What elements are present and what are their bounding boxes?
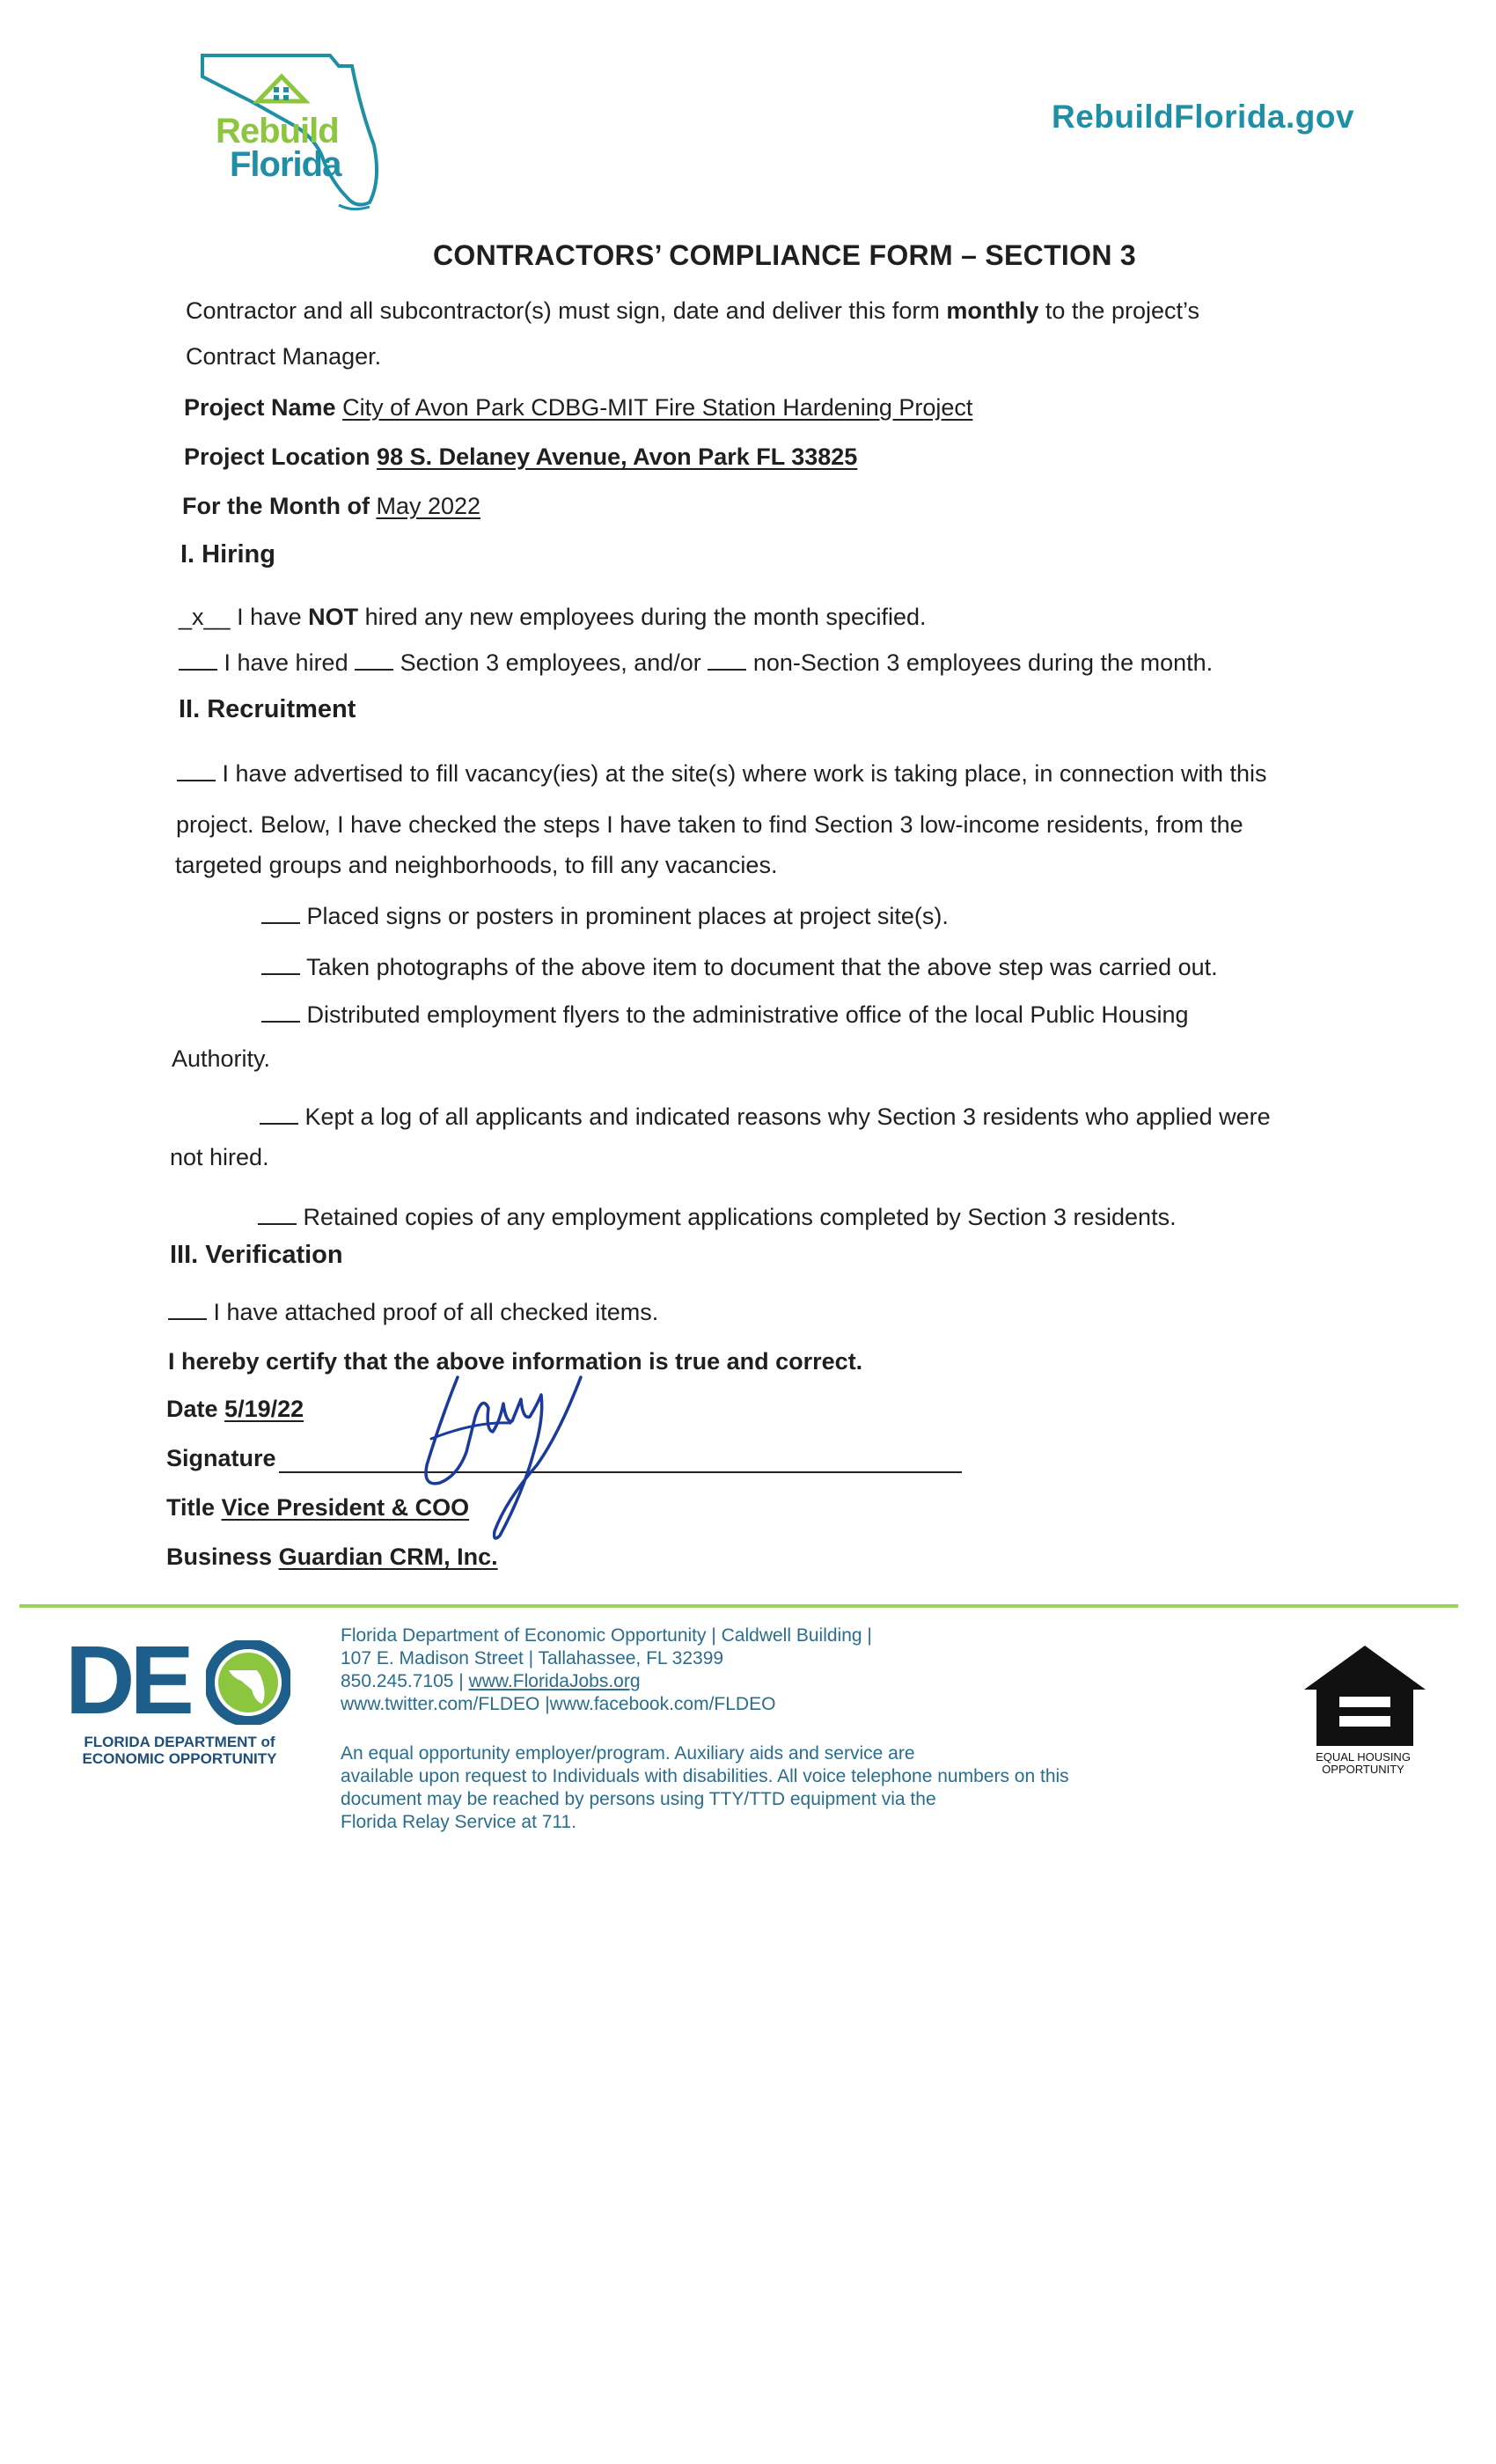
footer-social[interactable]: www.twitter.com/FLDEO |www.facebook.com/FLDEO (341, 1694, 776, 1714)
deo-name (65, 1734, 294, 1767)
footer-phone-row (341, 1670, 641, 1693)
footer-eeo-3: document may be reached by persons using TTY/TTD equipment via the (341, 1789, 936, 1809)
non-section3-count-blank (708, 649, 746, 671)
site-url: RebuildFlorida.gov (1052, 99, 1355, 135)
intro-bold-monthly: monthly (946, 297, 1039, 324)
date-label: Date (166, 1396, 218, 1422)
intro-text-b: to the project’s (1038, 297, 1199, 324)
certify-statement: I hereby certify that the above information is true and correct. (168, 1348, 863, 1375)
date-value: 5/19/22 (224, 1396, 304, 1422)
deo-name-line-1: FLORIDA DEPARTMENT of (84, 1734, 275, 1750)
deo-logo (65, 1626, 294, 1734)
recruitment-step-5 (258, 1202, 1177, 1232)
deo-globe-icon (206, 1640, 290, 1725)
logo-text-florida: Florida (230, 145, 341, 184)
project-name-row (184, 392, 972, 422)
hiring-item-1 (179, 602, 927, 632)
footer-divider (19, 1604, 1458, 1608)
month-value: May 2022 (376, 493, 481, 519)
month-label: For the Month of (182, 493, 370, 519)
hiring-item-1-text-a: I have (230, 604, 309, 630)
footer-address-1: Florida Department of Economic Opportunity | Caldwell Building | (341, 1625, 872, 1646)
recruitment-step-4-cont: not hired. (170, 1144, 269, 1170)
hiring-item-1-bold: NOT (308, 604, 359, 630)
hiring-item-2 (179, 648, 1213, 678)
project-name-label: Project Name (184, 394, 336, 421)
signature-label: Signature (166, 1445, 276, 1471)
recruitment-step-3 (261, 1000, 1188, 1030)
footer-eeo-1: An equal opportunity employer/program. Auxiliary aids and service are (341, 1743, 915, 1764)
equal-housing-label (1297, 1751, 1429, 1776)
project-location-label: Project Location (184, 444, 370, 470)
form-title: CONTRACTORS’ COMPLIANCE FORM – SECTION 3 (433, 239, 1137, 271)
intro-line-2: Contract Manager. (186, 343, 382, 370)
intro-line-1 (186, 296, 1199, 326)
hiring-heading: I. Hiring (180, 540, 275, 568)
recruitment-intro-blank (177, 760, 216, 781)
equal-housing-icon (1301, 1642, 1429, 1749)
recruitment-step-3-cont: Authority. (172, 1045, 271, 1072)
verification-blank (168, 1299, 207, 1320)
deo-logo-letters: DE (65, 1626, 189, 1734)
step-5-text: Retained copies of any employment applications completed by Section 3 residents. (297, 1204, 1177, 1230)
recruitment-intro-text-1: I have advertised to fill vacancy(ies) at the site(s) where work is taking place, in connection with this (216, 760, 1267, 787)
ehl-line-2: OPPORTUNITY (1322, 1763, 1404, 1776)
intro-text-a: Contractor and all subcontractor(s) must sign, date and deliver this form (186, 297, 947, 324)
signature-row (166, 1443, 276, 1473)
date-row (166, 1394, 304, 1424)
hiring-item-2-text-a: I have hired (217, 649, 356, 676)
step-2-text: Taken photographs of the above item to document that the above step was carried out. (300, 954, 1218, 980)
handwritten-signature (405, 1368, 607, 1544)
verification-item-1 (168, 1297, 658, 1327)
step-2-blank (261, 954, 300, 975)
step-5-blank (258, 1204, 297, 1225)
footer-eeo-4: Florida Relay Service at 711. (341, 1812, 577, 1832)
title-label: Title (166, 1494, 216, 1521)
hiring-item-2-text-c: non-Section 3 employees during the month. (746, 649, 1214, 676)
deo-name-line-2: ECONOMIC OPPORTUNITY (82, 1750, 277, 1767)
hiring-item-1-text-b: hired any new employees during the month specified. (358, 604, 927, 630)
footer-phone: 850.245.7105 | (341, 1671, 469, 1691)
recruitment-step-1 (261, 901, 949, 931)
recruitment-step-4 (260, 1102, 1271, 1132)
step-1-blank (261, 903, 300, 924)
step-3-blank (261, 1001, 300, 1023)
hiring-item-1-mark: _x__ (179, 604, 231, 630)
step-4-text: Kept a log of all applicants and indicated reasons why Section 3 residents who applied were (298, 1104, 1271, 1130)
business-label: Business (166, 1544, 273, 1570)
recruitment-intro-3: targeted groups and neighborhoods, to fill any vacancies. (175, 852, 778, 878)
project-location-row (184, 442, 857, 472)
recruitment-step-2 (261, 952, 1218, 982)
project-location-value: 98 S. Delaney Avenue, Avon Park FL 33825 (377, 444, 858, 470)
footer-eeo-2: available upon request to Individuals with disabilities. All voice telephone numbers on this (341, 1766, 1069, 1786)
hiring-item-2-text-b: Section 3 employees, and/or (393, 649, 708, 676)
project-name-value: City of Avon Park CDBG-MIT Fire Station Hardening Project (342, 394, 973, 421)
step-3-text: Distributed employment flyers to the administrative office of the local Public Housing (300, 1001, 1189, 1028)
signature-line (279, 1471, 962, 1473)
business-value: Guardian CRM, Inc. (278, 1544, 498, 1570)
footer-website-link[interactable]: www.FloridaJobs.org (468, 1671, 641, 1691)
business-row (166, 1542, 498, 1572)
recruitment-heading: II. Recruitment (179, 695, 356, 723)
month-row (182, 491, 480, 521)
step-1-text: Placed signs or posters in prominent places at project site(s). (300, 903, 949, 929)
rebuild-florida-logo (198, 48, 383, 216)
title-value: Vice President & COO (221, 1494, 470, 1521)
section3-count-blank (355, 649, 393, 671)
hiring-item-2-blank (179, 649, 217, 671)
recruitment-intro-2: project. Below, I have checked the steps I have taken to find Section 3 low-income residents, from the (176, 811, 1243, 838)
logo-text-rebuild: Rebuild (216, 112, 339, 150)
ehl-line-1: EQUAL HOUSING (1316, 1750, 1411, 1764)
footer-address-2: 107 E. Madison Street | Tallahassee, FL 32399 (341, 1648, 724, 1668)
verification-heading: III. Verification (170, 1241, 343, 1269)
step-4-blank (260, 1104, 298, 1125)
verification-item-1-text: I have attached proof of all checked items. (207, 1299, 659, 1325)
recruitment-intro-1 (177, 759, 1267, 788)
